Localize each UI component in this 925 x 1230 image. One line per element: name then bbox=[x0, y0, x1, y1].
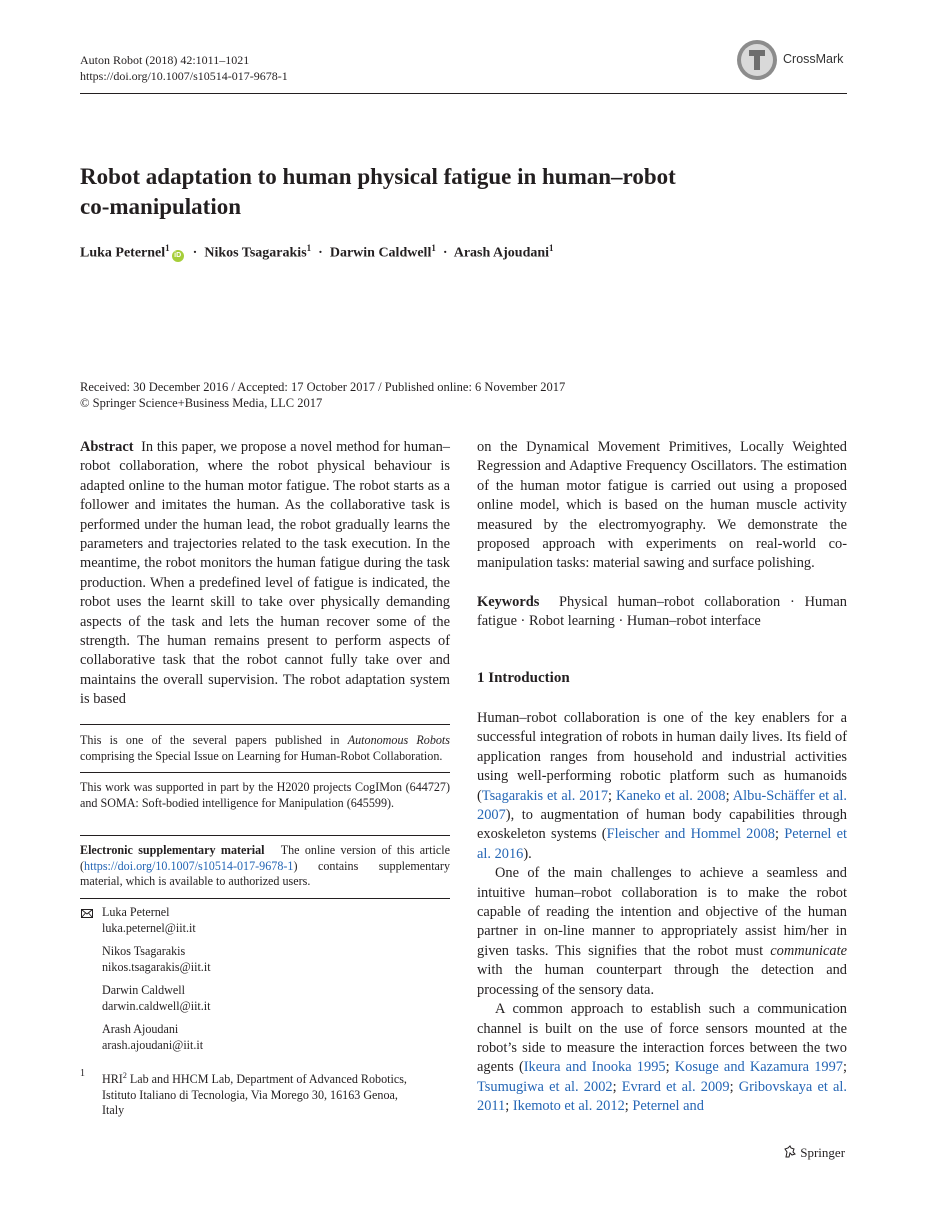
affiliation: HRI$^2$ Lab and HHCM Lab, Department of Advanced Robotics, Istituto Italiano di Tecnologia, Via Morego 30, 16163 Genoa, Italy bbox=[102, 1071, 407, 1118]
publisher-logo: Springer bbox=[783, 1145, 845, 1161]
citation-link[interactable]: Ikeura and Inooka 1995 bbox=[523, 1059, 666, 1076]
citation-link[interactable]: Albu-Schäffer et al. 2007 bbox=[477, 787, 847, 824]
affiliation-number: 1 bbox=[80, 1068, 85, 1079]
contact-email[interactable]: luka.peternel@iit.it bbox=[102, 920, 196, 935]
running-header bbox=[80, 52, 288, 84]
contact-list bbox=[102, 905, 442, 1053]
crossmark-badge[interactable] bbox=[735, 38, 850, 82]
citation-link[interactable]: Tsumugiwa et al. 2002 bbox=[477, 1078, 613, 1095]
paper-title: Robot adaptation to human physical fatigue in human–robot co-manipulation bbox=[80, 164, 676, 219]
introduction-body: Human–robot collaboration is one of the key enablers for a successful integration of robots in human daily lives. Its field of application ranges from household and industrial activities using well-performing robotic platform such as humanoids (Tsagarakis et al. 2017; Kaneko et al. 2008; Albu-Schäffer et al. 2007), to augmentation of human body capabilities through exoskeleton systems (Fleischer and Hommel 2008; Peternel et al. 2016). One of the main challenges to achieve a seamless and intuitive human–robot collaboration is to make the robot capable of reading the intention and objective of the human partner in on-line manner to appropriately assist him/her in given tasks. This signifies that the robot must communicate with the human counterpart through the detection and processing of the sensory data. A common approach to establish such a communication channel is built on the use of force sensors mounted at the robot’s side to measure the interaction forces between the two agents (Ikeura and Inooka 1995; Kosuge and Kazamura 1997; Tsumugiwa et al. 2002; Evrard et al. 2009; Gribovskaya et al. 2011; Ikemoto et al. 2012; Peternel and bbox=[477, 710, 847, 1115]
note-divider bbox=[80, 898, 450, 899]
publication-dates: Received: 30 December 2016 / Accepted: 17 October 2017 / Published online: 6 November 2017 © Springer Science+Business Media, LLC 2017 bbox=[80, 380, 566, 410]
citation-link[interactable]: Ikemoto et al. 2012 bbox=[512, 1098, 625, 1115]
keywords: Keywords Physical human–robot collaboration · Human fatigue · Robot learning · Human–robot interface bbox=[477, 594, 847, 630]
contact-email[interactable]: darwin.caldwell@iit.it bbox=[102, 998, 211, 1013]
citation-link[interactable]: Gribovskaya et al. 2011 bbox=[477, 1078, 847, 1115]
author-name: Darwin Caldwell bbox=[329, 245, 432, 261]
special-issue-note: This is one of the several papers published in Autonomous Robots comprising the Special Issue on Learning for Human-Robot Collaboration. bbox=[80, 733, 450, 763]
springer-horse-icon bbox=[783, 1145, 797, 1159]
note-divider bbox=[80, 835, 450, 836]
contact-name: Darwin Caldwell bbox=[102, 983, 185, 997]
copyright: © Springer Science+Business Media, LLC 2017 bbox=[80, 396, 323, 410]
citation-link[interactable]: Evrard et al. 2009 bbox=[621, 1078, 730, 1095]
author-name: Nikos Tsagarakis bbox=[204, 245, 307, 261]
author-name: Luka Peternel bbox=[80, 245, 166, 261]
doi-link[interactable]: https://doi.org/10.1007/s10514-017-9678-1 bbox=[80, 69, 288, 83]
esm-link[interactable]: https://doi.org/10.1007/s10514-017-9678-1 bbox=[84, 858, 294, 873]
orcid-icon[interactable]: iD bbox=[172, 250, 184, 262]
contact-email[interactable]: arash.ajoudani@iit.it bbox=[102, 1037, 204, 1052]
abstract-label: Abstract bbox=[80, 439, 134, 455]
esm-note: Electronic supplementary material The online version of this article (https://doi.org/10.1007/s10514-017-9678-1) contains supplementary material, which is available to authorized users. bbox=[80, 843, 450, 888]
citation-link[interactable]: Peternel and bbox=[632, 1098, 704, 1115]
abstract-right: on the Dynamical Movement Primitives, Locally Weighted Regression and Adaptive Frequency Oscillators. The estimation of the human motor fatigue is carried out using a proposed online model, which is based on the human muscle activity measured by the electromyography. We demonstrate the proposed approach with experiments on real-world co-manipulation tasks: material sawing and surface polishing. bbox=[477, 439, 847, 572]
keywords-label: Keywords bbox=[477, 594, 540, 610]
citation-link[interactable]: Tsagarakis et al. 2017 bbox=[481, 787, 609, 804]
funding-note: This work was supported in part by the H2020 projects CogIMon (644727) and SOMA: Soft-bodied intelligence for Manipulation (645599). bbox=[80, 780, 450, 810]
citation-link[interactable]: Peternel et al. 2016 bbox=[477, 826, 847, 862]
citation-link[interactable]: Fleischer and Hommel 2008 bbox=[606, 826, 775, 843]
crossmark-label: CrossMark bbox=[783, 52, 844, 66]
contact-name: Arash Ajoudani bbox=[102, 1022, 179, 1036]
footnote-rule bbox=[80, 724, 450, 725]
contact-name: Nikos Tsagarakis bbox=[102, 944, 186, 958]
header-rule bbox=[80, 93, 847, 94]
author-list: Luka Peternel$^1$iD · Nikos Tsagarakis$^1$ · Darwin Caldwell$^1$ · Arash Ajoudani$^1$ bbox=[80, 243, 554, 261]
note-divider bbox=[80, 772, 450, 773]
journal-citation: Auton Robot (2018) 42:1011–1021 bbox=[80, 53, 250, 67]
author-name: Arash Ajoudani bbox=[453, 245, 550, 261]
contact-name: Luka Peternel bbox=[102, 905, 170, 919]
contact-email[interactable]: nikos.tsagarakis@iit.it bbox=[102, 959, 211, 974]
envelope-icon bbox=[81, 909, 93, 918]
citation-link[interactable]: Kaneko et al. 2008 bbox=[615, 787, 726, 804]
crossmark-icon bbox=[735, 38, 779, 82]
abstract-left: Abstract In this paper, we propose a novel method for human–robot collaboration, where the robot physical behaviour is adapted online to the human motor fatigue. The robot starts as a follower and imitates the human. As the collaborative task is performed under the human lead, the robot gradually learns the parameters and trajectories related to the task execution. In the meantime, the robot monitors the human fatigue during the task production. When a predefined level of fatigue is indicated, the robot uses the learnt skill to take over physically demanding aspects of the task and lets the human recover some of the strength. The human remains present to perform aspects of collaborative task that the robot cannot fully take over and maintains the overall supervision. The robot adaptation system is based bbox=[80, 439, 450, 708]
citation-link[interactable]: Kosuge and Kazamura 1997 bbox=[674, 1059, 843, 1076]
section-heading: 1 Introduction bbox=[477, 670, 570, 686]
